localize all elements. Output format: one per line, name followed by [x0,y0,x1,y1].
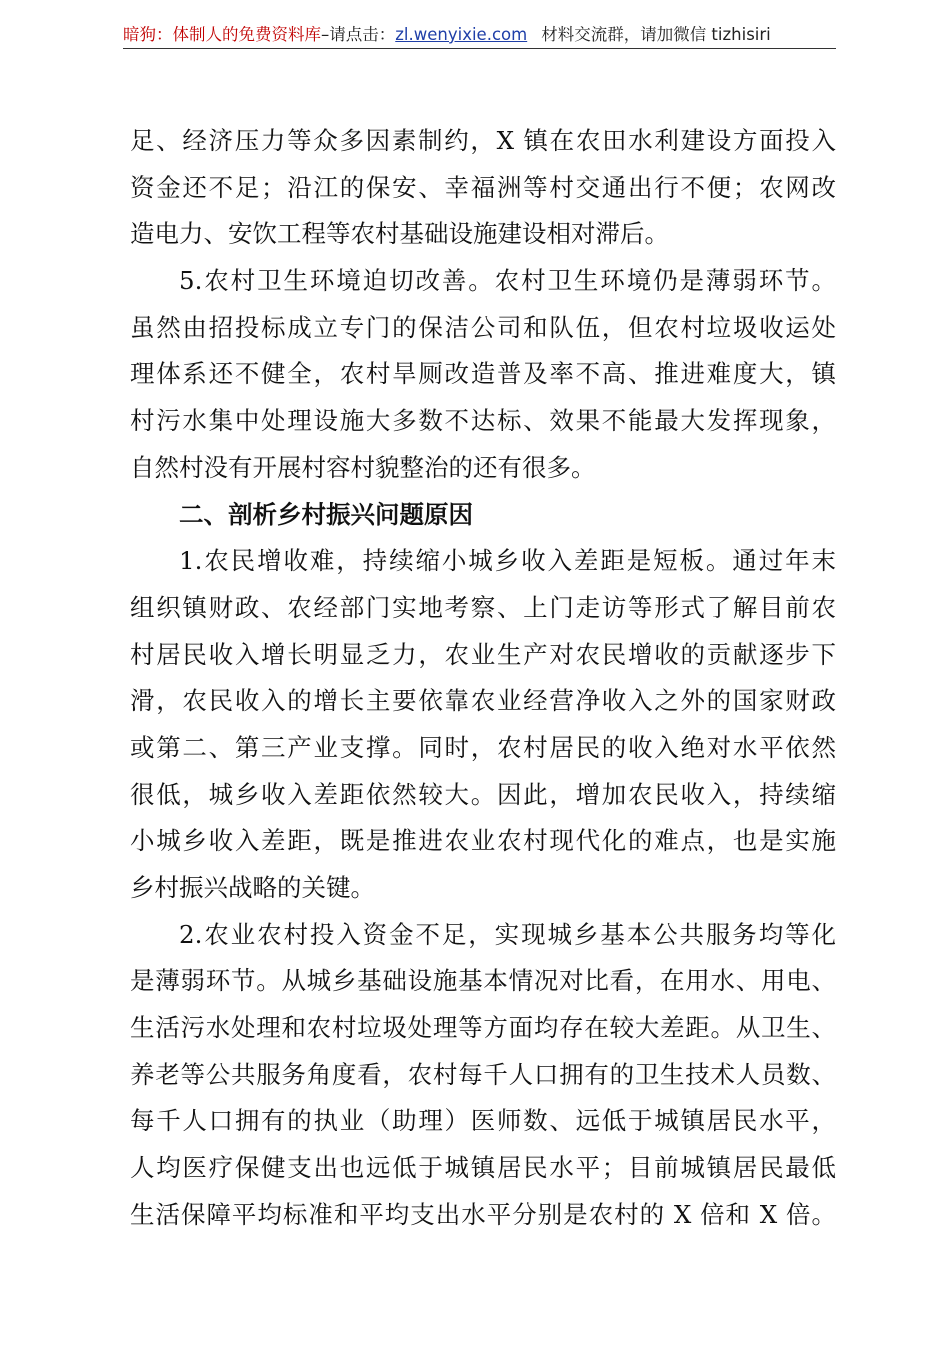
body-line: 理体系还不健全，农村旱厕改造普及率不高、推进难度大，镇 [130,359,836,389]
body-line: 自然村没有开展村容村貌整治的还有很多。 [130,452,596,482]
body-line: 生活污水处理和农村垃圾处理等方面均存在较大差距。从卫生、 [130,1013,836,1043]
header-click-prompt: –请点击： [321,25,396,44]
body-line: 2.农业农村投入资金不足，实现城乡基本公共服务均等化 [179,919,836,949]
header-divider [123,48,836,49]
body-line: 虽然由招投标成立专门的保洁公司和队伍，但农村垃圾收运处 [130,312,836,342]
body-line: 5.农村卫生环境迫切改善。农村卫生环境仍是薄弱环节。 [179,266,836,296]
body-line: 村居民收入增长明显乏力，农业生产对农民增收的贡献逐步下 [130,639,836,669]
body-line: 每千人口拥有的执业（助理）医师数、远低于城镇居民水平， [130,1106,836,1136]
body-line: 1.农民增收难，持续缩小城乡收入差距是短板。通过年末 [179,546,836,576]
page-header [123,22,836,48]
header-site-name: 暗狗：体制人的免费资料库 [123,25,321,44]
document-body [130,118,836,1239]
header-group-note: 材料交流群，请加微信 tizhisiri [541,25,771,44]
body-line: 养老等公共服务角度看，农村每千人口拥有的卫生技术人员数、 [130,1059,836,1089]
section-heading: 二、剖析乡村振兴问题原因 [179,499,473,529]
body-line: 或第二、第三产业支撑。同时，农村居民的收入绝对水平依然 [130,732,836,762]
body-line: 很低，城乡收入差距依然较大。因此，增加农民收入，持续缩 [130,779,836,809]
header-website-link[interactable]: zl.wenyixie.com [395,25,528,44]
body-line: 资金还不足；沿江的保安、幸福洲等村交通出行不便；农网改 [130,172,836,202]
body-line: 滑，农民收入的增长主要依靠农业经营净收入之外的国家财政 [130,686,836,716]
body-line: 是薄弱环节。从城乡基础设施基本情况对比看，在用水、用电、 [130,966,836,996]
body-line: 足、经济压力等众多因素制约，X 镇在农田水利建设方面投入 [130,126,836,155]
body-line: 生活保障平均标准和平均支出水平分别是农村的 X 倍和 X 倍。 [130,1199,836,1229]
body-line: 乡村振兴战略的关键。 [130,873,375,902]
body-line: 村污水集中处理设施大多数不达标、效果不能最大发挥现象， [130,406,836,436]
body-line: 组织镇财政、农经部门实地考察、上门走访等形式了解目前农 [130,592,836,622]
body-line: 造电力、安饮工程等农村基础设施建设相对滞后。 [130,219,669,249]
body-line: 人均医疗保健支出也远低于城镇居民水平；目前城镇居民最低 [130,1153,836,1183]
body-line: 小城乡收入差距，既是推进农业农村现代化的难点，也是实施 [130,826,836,856]
